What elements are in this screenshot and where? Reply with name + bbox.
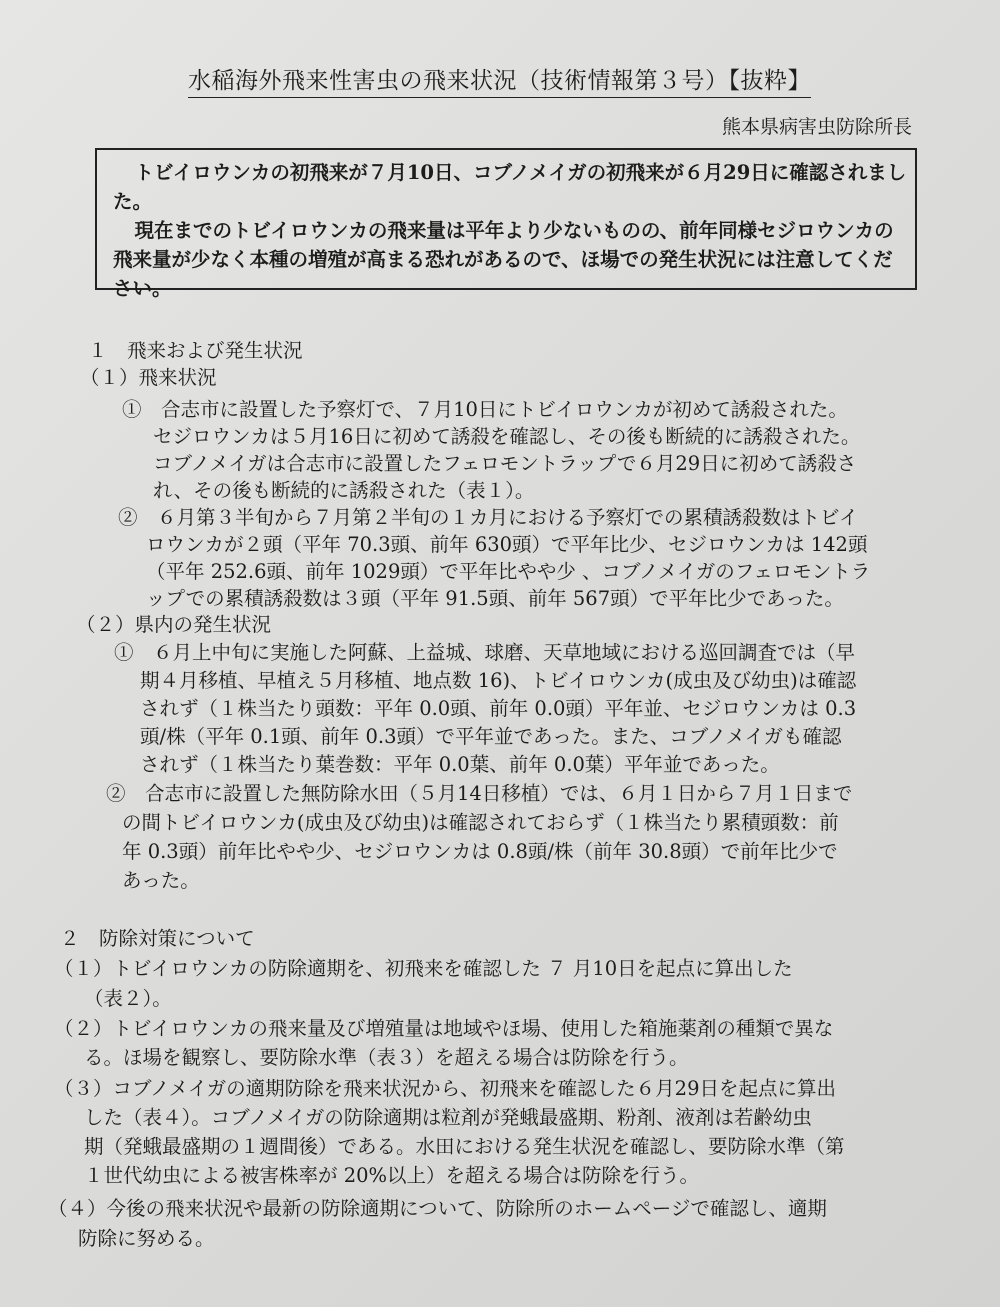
section-1-2-item-1-line-2: 期４月移植、早植え５月移植、地点数 16)、トビイロウンカ(成虫及び幼虫)は確認 <box>140 669 857 692</box>
section-1-2-item-2-line-1: ② 合志市に設置した無防除水田（５月14日移植）では、６月１日から７月１日まで <box>106 782 853 805</box>
document-author: 熊本県病害虫防除所長 <box>721 116 912 138</box>
section-1-1-item-1-line-1: ① 合志市に設置した予察灯で、７月10日にトビイロウンカが初めて誘殺された。 <box>122 398 848 421</box>
section-1-1-item-2-line-1: ② ６月第３半旬から７月第２半旬の１カ月における予察灯での累積誘殺数はトビイ <box>118 506 859 529</box>
document-title: 水稲海外飛来性害虫の飛来状況（技術情報第３号）【抜粋】 <box>188 62 811 98</box>
section-1-1-item-1-line-4: れ、その後も断続的に誘殺された（表１）。 <box>153 479 535 502</box>
summary-box <box>95 148 917 300</box>
section-1-2-item-2-line-4: あった。 <box>122 869 200 892</box>
summary-paragraph-1: トビイロウンカの初飛来が７月10日、コブノメイガの初飛来が６月29日に確認されました。 <box>113 161 907 213</box>
section-1-2-item-1-line-1: ① ６月上中旬に実施した阿蘇、上益城、球磨、天草地域における巡回調査では（早 <box>114 641 856 664</box>
section-2-item-3-line-4: １世代幼虫による被害株率が 20%以上）を超える場合は防除を行う。 <box>84 1164 700 1187</box>
section-1-1-item-2-line-4: ップでの累積誘殺数は３頭（平年 91.5頭、前年 567頭）で平年比少であった。 <box>146 587 844 610</box>
section-1-2-item-1-line-3: されず（１株当たり頭数：平年 0.0頭、前年 0.0頭）平年並、セジロウンカは 0.3 <box>140 697 857 720</box>
section-1-2-heading: （２）県内の発生状況 <box>76 613 272 636</box>
section-1-2-item-2-line-2: の間トビイロウンカ(成虫及び幼虫)は確認されておらず（１株当たり累積頭数：前 <box>122 811 839 834</box>
section-1-1-item-1-line-3: コブノメイガは合志市に設置したフェロモントラップで６月29日に初めて誘殺さ <box>153 452 857 475</box>
section-1-2-item-1-line-4: 頭/株（平年 0.1頭、前年 0.3頭）で平年並であった。また、コブノメイガも確認 <box>140 725 842 748</box>
section-2-heading: ２ 防除対策について <box>60 927 255 950</box>
section-1-1-item-1-line-2: セジロウンカは５月16日に初めて誘殺を確認し、その後も断続的に誘殺された。 <box>153 425 861 448</box>
section-2-item-3-line-1: （３）コブノメイガの適期防除を飛来状況から、初飛来を確認した６月29日を起点に算出 <box>54 1077 836 1100</box>
section-2-item-2-line-2: る。ほ場を観察し、要防除水準（表３）を超える場合は防除を行う。 <box>84 1046 689 1069</box>
section-2-item-1-line-1: （１）トビイロウンカの防除適期を、初飛来を確認した ７ 月10日を起点に算出した <box>54 957 793 980</box>
section-2-item-4-line-2: 防除に努める。 <box>78 1227 215 1250</box>
summary-paragraph-2: 現在までのトビイロウンカの飛来量は平年より少ないものの、前年同様セジロウンカの飛来量が少なく本種の増殖が高まる恐れがあるので、ほ場での発生状況には注意してください。 <box>113 219 894 300</box>
section-1-2-item-1-line-5: されず（１株当たり葉巻数：平年 0.0葉、前年 0.0葉）平年並であった。 <box>140 753 780 776</box>
section-2-item-4-line-1: （４）今後の飛来状況や最新の防除適期について、防除所のホームページで確認し、適期 <box>48 1197 827 1220</box>
section-1-1-heading: （１）飛来状況 <box>80 366 217 389</box>
section-2-item-3-line-3: 期（発蛾最盛期の１週間後）である。水田における発生状況を確認し、要防除水準（第 <box>84 1135 845 1158</box>
section-1-heading: １ 飛来および発生状況 <box>88 339 303 362</box>
section-1-1-item-2-line-2: ロウンカが２頭（平年 70.3頭、前年 630頭）で平年比少、セジロウンカは 142頭 <box>146 533 868 556</box>
section-1-1-item-2-line-3: （平年 252.6頭、前年 1029頭）で平年比やや少 、コブノメイガのフェロモントラ <box>146 560 871 583</box>
section-2-item-2-line-1: （２）トビイロウンカの飛来量及び増殖量は地域やほ場、使用した箱施薬剤の種類で異な <box>54 1017 834 1040</box>
section-2-item-3-line-2: した（表４）。コブノメイガの防除適期は粒剤が発蛾最盛期、粉剤、液剤は若齢幼虫 <box>84 1106 812 1129</box>
section-2-item-1-line-2: （表２）。 <box>84 987 172 1010</box>
section-1-2-item-2-line-3: 年 0.3頭）前年比やや少、セジロウンカは 0.8頭/株（前年 30.8頭）で前年比少で <box>122 840 838 863</box>
